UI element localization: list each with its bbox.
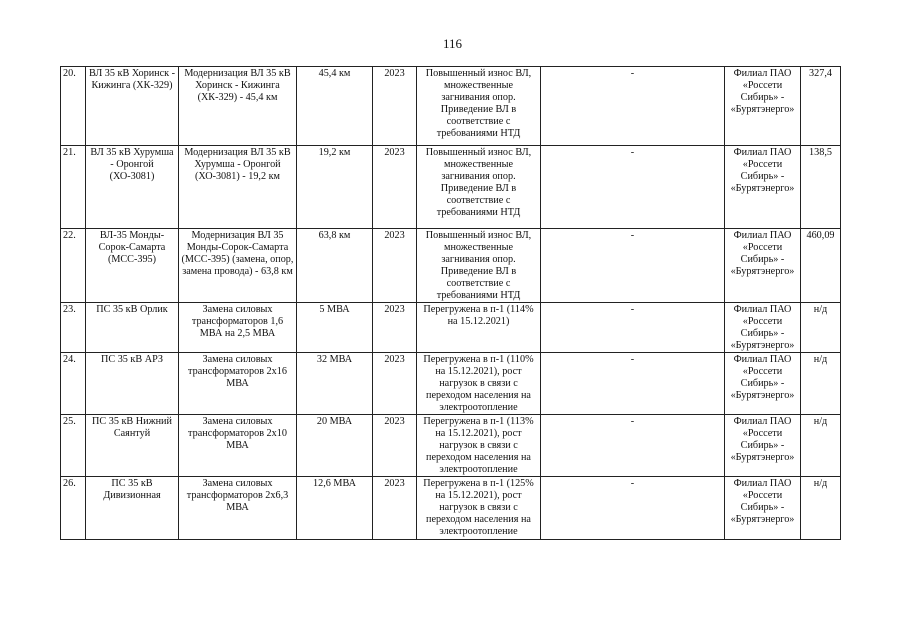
value: н/д <box>801 477 841 540</box>
measure-description: Замена силовых трансформаторов 2х10 МВА <box>179 415 297 477</box>
measure-description: Замена силовых трансформаторов 2х16 МВА <box>179 353 297 415</box>
table-row <box>61 415 841 477</box>
measure-description: Замена силовых трансформаторов 2х6,3 МВА <box>179 477 297 540</box>
reason: Повышенный износ ВЛ, множественные загнивания опор. Приведение ВЛ в соответствие с требованиями НТД <box>417 146 541 229</box>
reason: Перегружена в п-1 (110% на 15.12.2021), рост нагрузок в связи с переходом населения на электроотопление <box>417 353 541 415</box>
object-name: ВЛ 35 кВ Хурумша - Оронгой (ХО-3081) <box>86 146 179 229</box>
year: 2023 <box>373 67 417 146</box>
reason: Перегружена в п-1 (113% на 15.12.2021), рост нагрузок в связи с переходом населения на электроотопление <box>417 415 541 477</box>
extra: - <box>541 229 725 303</box>
table-row <box>61 303 841 353</box>
value: н/д <box>801 303 841 353</box>
table-row <box>61 146 841 229</box>
year: 2023 <box>373 303 417 353</box>
reason: Перегружена в п-1 (125% на 15.12.2021), рост нагрузок в связи с переходом населения на электроотопление <box>417 477 541 540</box>
organization: Филиал ПАО «Россети Сибирь» - «Бурятэнерго» <box>725 67 801 146</box>
value: 138,5 <box>801 146 841 229</box>
organization: Филиал ПАО «Россети Сибирь» - «Бурятэнерго» <box>725 229 801 303</box>
table-row <box>61 477 841 540</box>
object-name: ПС 35 кВ Дивизионная <box>86 477 179 540</box>
capacity: 19,2 км <box>297 146 373 229</box>
reason: Перегружена в п-1 (114% на 15.12.2021) <box>417 303 541 353</box>
row-number: 23. <box>61 303 86 353</box>
value: 327,4 <box>801 67 841 146</box>
measure-description: Замена силовых трансформаторов 1,6 МВА на 2,5 МВА <box>179 303 297 353</box>
reason: Повышенный износ ВЛ, множественные загнивания опор. Приведение ВЛ в соответствие с требованиями НТД <box>417 229 541 303</box>
capacity: 63,8 км <box>297 229 373 303</box>
year: 2023 <box>373 229 417 303</box>
object-name: ВЛ-35 Монды-Сорок-Самарта (МСС-395) <box>86 229 179 303</box>
extra: - <box>541 353 725 415</box>
row-number: 22. <box>61 229 86 303</box>
measure-description: Модернизация ВЛ 35 Монды-Сорок-Самарта (МСС-395) (замена, опор, замена провода) - 63,8 км <box>179 229 297 303</box>
table-row <box>61 229 841 303</box>
row-number: 26. <box>61 477 86 540</box>
year: 2023 <box>373 146 417 229</box>
extra: - <box>541 67 725 146</box>
page-number: 116 <box>442 36 463 51</box>
year: 2023 <box>373 353 417 415</box>
reason: Повышенный износ ВЛ, множественные загнивания опор. Приведение ВЛ в соответствие с требованиями НТД <box>417 67 541 146</box>
measure-description: Модернизация ВЛ 35 кВ Хоринск - Кижинга (ХК-329) - 45,4 км <box>179 67 297 146</box>
extra: - <box>541 477 725 540</box>
object-name: ПС 35 кВ Нижний Саянтуй <box>86 415 179 477</box>
row-number: 20. <box>61 67 86 146</box>
table-row <box>61 353 841 415</box>
capacity: 5 МВА <box>297 303 373 353</box>
row-number: 21. <box>61 146 86 229</box>
row-number: 25. <box>61 415 86 477</box>
extra: - <box>541 146 725 229</box>
organization: Филиал ПАО «Россети Сибирь» - «Бурятэнерго» <box>725 303 801 353</box>
organization: Филиал ПАО «Россети Сибирь» - «Бурятэнерго» <box>725 415 801 477</box>
value: н/д <box>801 353 841 415</box>
capacity: 32 МВА <box>297 353 373 415</box>
organization: Филиал ПАО «Россети Сибирь» - «Бурятэнерго» <box>725 146 801 229</box>
row-number: 24. <box>61 353 86 415</box>
object-name: ВЛ 35 кВ Хоринск - Кижинга (ХК-329) <box>86 67 179 146</box>
organization: Филиал ПАО «Россети Сибирь» - «Бурятэнерго» <box>725 353 801 415</box>
object-name: ПС 35 кВ Орлик <box>86 303 179 353</box>
value: 460,09 <box>801 229 841 303</box>
object-name: ПС 35 кВ АРЗ <box>86 353 179 415</box>
projects-table <box>60 66 841 540</box>
measure-description: Модернизация ВЛ 35 кВ Хурумша - Оронгой (ХО-3081) - 19,2 км <box>179 146 297 229</box>
organization: Филиал ПАО «Россети Сибирь» - «Бурятэнерго» <box>725 477 801 540</box>
extra: - <box>541 415 725 477</box>
year: 2023 <box>373 415 417 477</box>
capacity: 12,6 МВА <box>297 477 373 540</box>
value: н/д <box>801 415 841 477</box>
extra: - <box>541 303 725 353</box>
year: 2023 <box>373 477 417 540</box>
capacity: 45,4 км <box>297 67 373 146</box>
table-row <box>61 67 841 146</box>
capacity: 20 МВА <box>297 415 373 477</box>
